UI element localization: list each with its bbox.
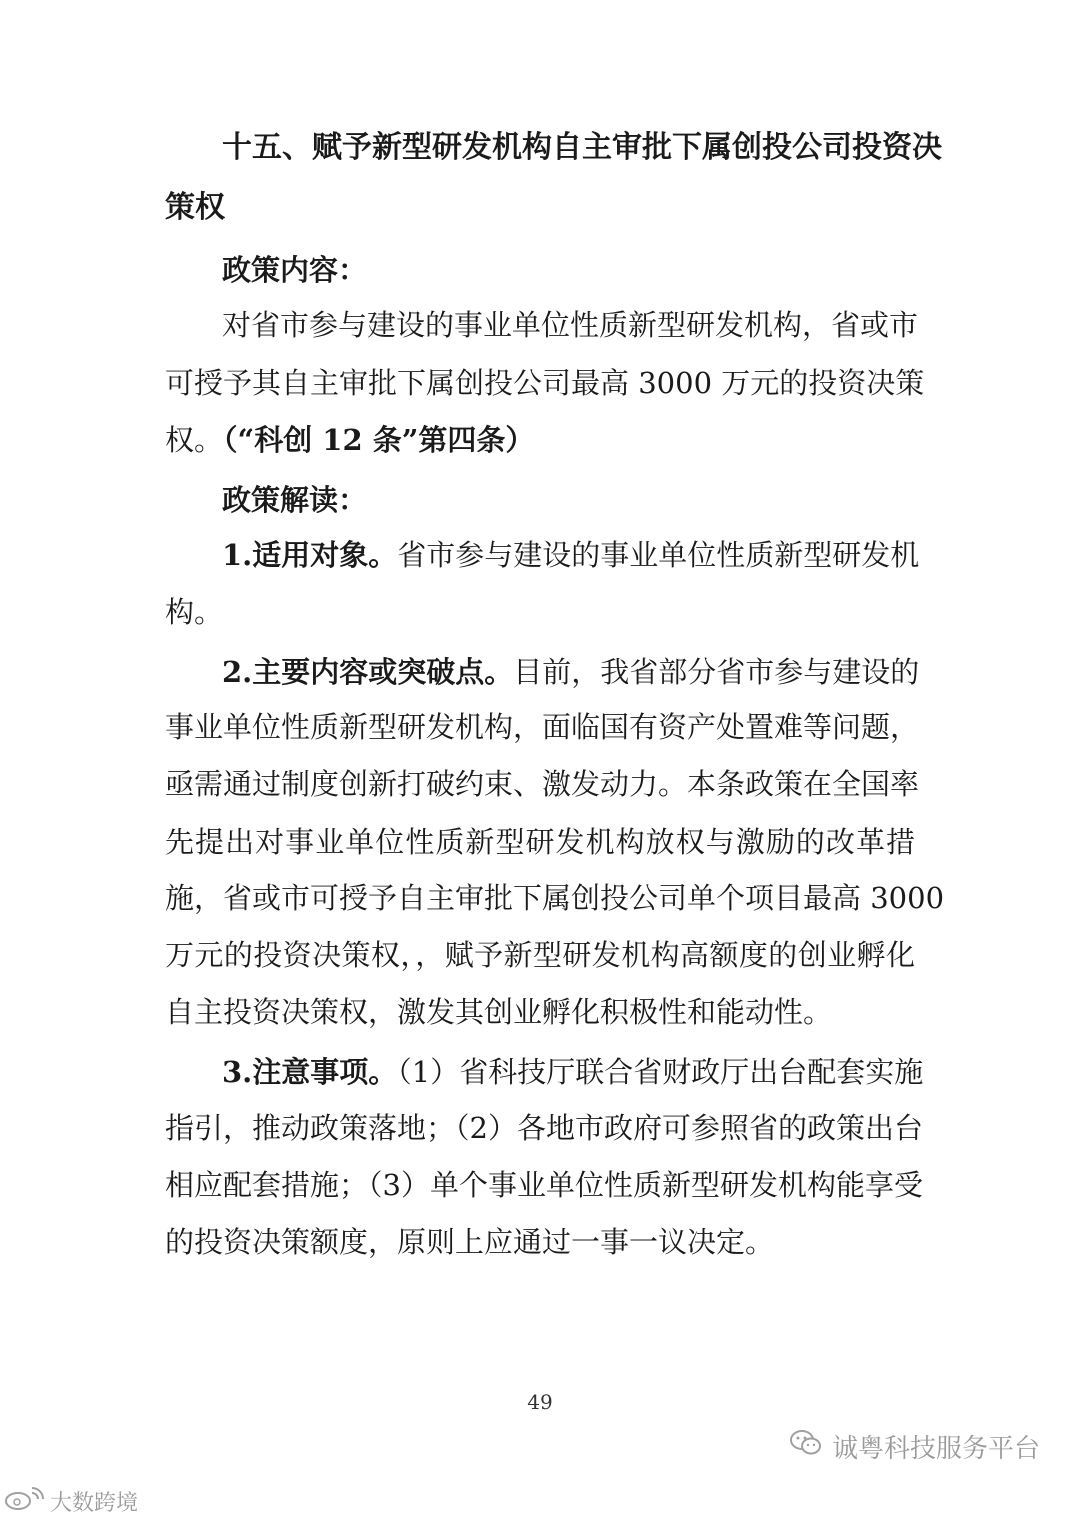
- watermark-right-text: 诚粤科技服务平台: [831, 1434, 1040, 1464]
- weibo-icon: [4, 1487, 44, 1517]
- item-3-line: 的投资决策额度，原则上应通过一事一议决定。: [165, 1225, 775, 1259]
- watermark-right: [790, 1428, 1040, 1465]
- item-2-line: 事业单位性质新型研发机构，面临国有资产处置难等问题，: [165, 710, 920, 744]
- policy-content-line-end: 权。: [165, 423, 224, 457]
- item-1-line-2: 构。: [165, 595, 224, 629]
- watermark-left: [4, 1486, 138, 1517]
- policy-content-line: 对省市参与建设的事业单位性质新型研发机构，省或市: [222, 308, 919, 342]
- page-number: 49: [527, 1390, 553, 1414]
- item-2-line: 先提出对事业单位性质新型研发机构放权与激励的改革措: [165, 825, 915, 859]
- item-2-text: 目前，我省部分省市参与建设的: [513, 655, 920, 689]
- watermark-left-text: 大数跨境: [50, 1491, 139, 1516]
- interpretation-heading: 政策解读：: [222, 483, 368, 517]
- item-3-line: 指引，推动政策落地；（2）各地市政府可参照省的政策出台: [165, 1111, 923, 1145]
- policy-content-heading: 政策内容：: [222, 253, 368, 287]
- item-2-line: 施，省或市可授予自主审批下属创投公司单个项目最高 3000: [165, 881, 945, 915]
- item-1-label: 1.适用对象。: [222, 538, 398, 572]
- item-3-line-1: [222, 1052, 924, 1092]
- item-3-label: 3.注意事项。: [222, 1055, 398, 1089]
- policy-content-line: 可授予其自主审批下属创投公司最高 3000 万元的投资决策: [165, 366, 925, 400]
- item-3-text: （1）省科技厅联合省财政厅出台配套实施: [397, 1055, 924, 1089]
- item-1-text: 省市参与建设的事业单位性质新型研发机: [397, 538, 920, 572]
- wechat-icon: [790, 1429, 822, 1464]
- item-2-label: 2.主要内容或突破点。: [222, 655, 514, 689]
- item-1-line-1: [222, 535, 920, 575]
- item-2-line-1: [222, 652, 920, 692]
- policy-reference: （“科创 12 条”第四条）: [223, 423, 535, 457]
- policy-content-line: [165, 420, 915, 460]
- item-2-line: 自主投资决策权，激发其创业孵化积极性和能动性。: [165, 995, 833, 1029]
- section-title-line-1: 十五、赋予新型研发机构自主审批下属创投公司投资决: [222, 130, 942, 165]
- item-2-line: 万元的投资决策权，，赋予新型研发机构高额度的创业孵化: [165, 938, 915, 972]
- item-2-line: 亟需通过制度创新打破约束、激发动力。本条政策在全国率: [165, 767, 920, 801]
- section-title-line-2: 策权: [165, 190, 225, 225]
- item-3-line: 相应配套措施；（3）单个事业单位性质新型研发机构能享受: [165, 1168, 923, 1202]
